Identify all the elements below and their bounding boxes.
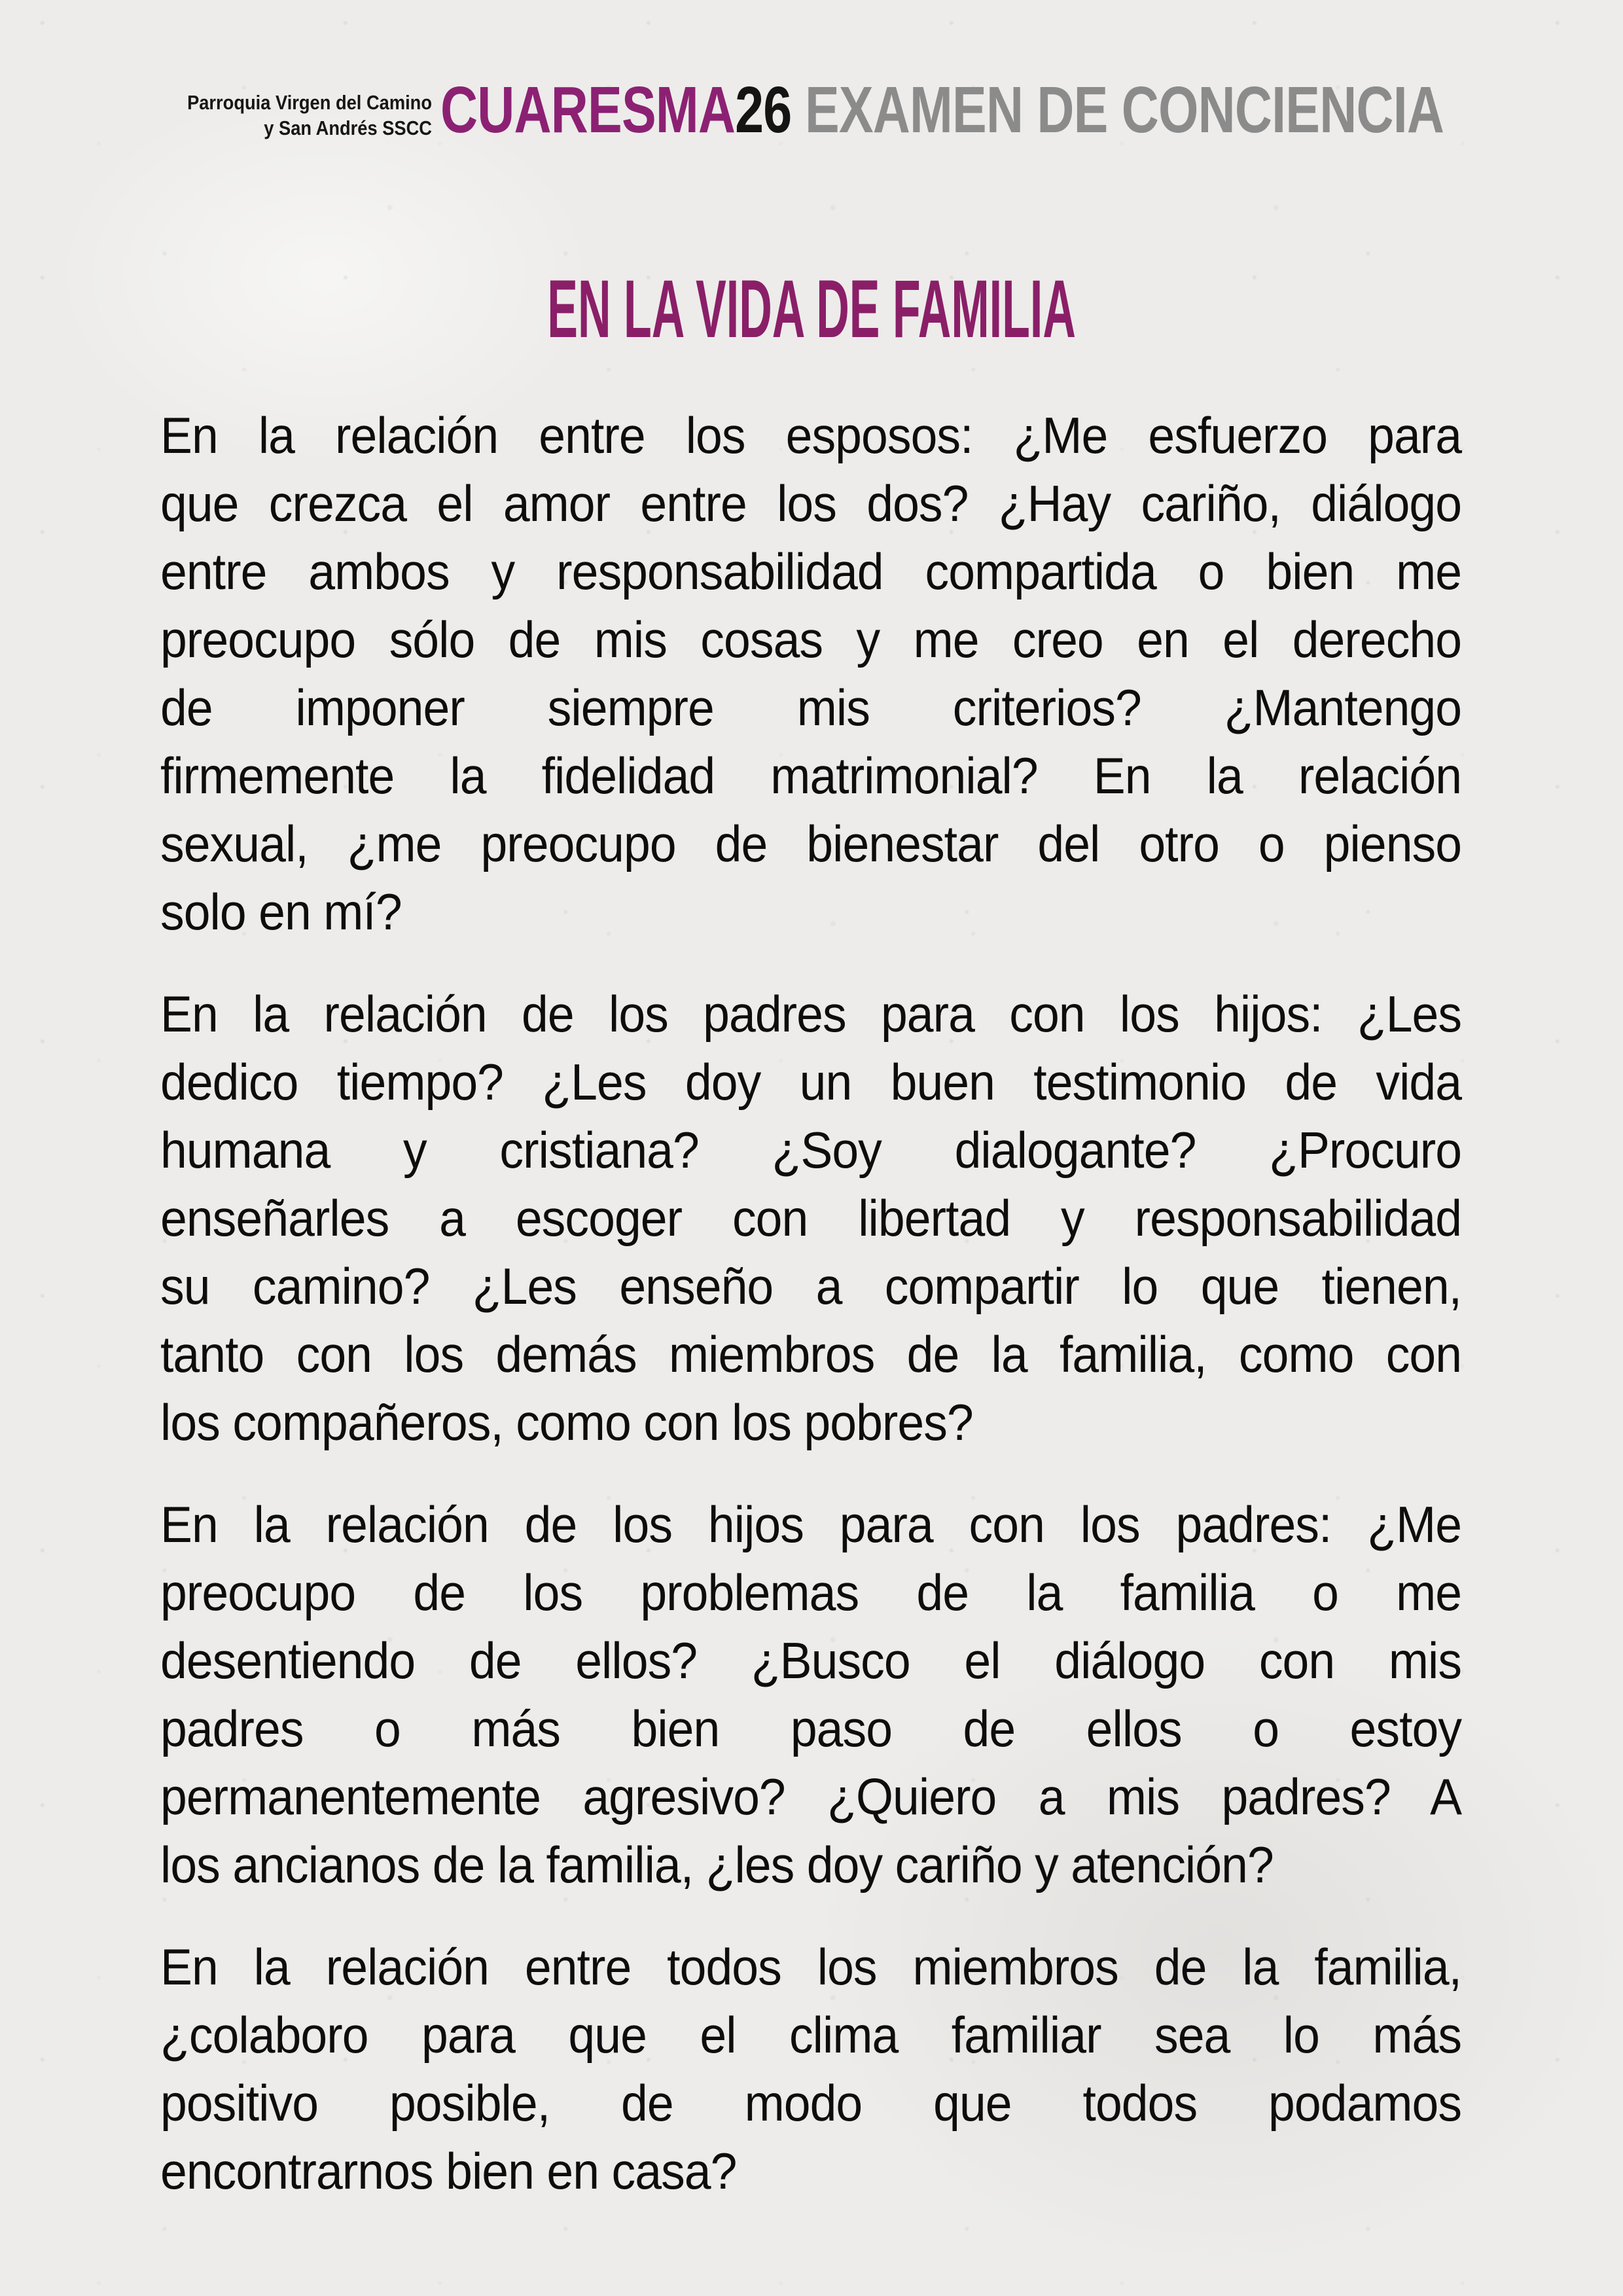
text-line: su camino? ¿Les enseño a compartir lo que tienen, — [160, 1257, 1462, 1315]
text-line: dedico tiempo? ¿Les doy un buen testimonio de vida — [160, 1053, 1462, 1111]
document-subtitle: EXAMEN DE CONCIENCIA — [804, 73, 1444, 147]
page-title — [0, 264, 1623, 355]
wordmark-text: CUARESMA — [440, 73, 736, 147]
text-line: entre ambos y responsabilidad compartida o bien me — [160, 543, 1462, 600]
wordmark-number: 26 — [735, 73, 792, 147]
page-title-text: EN LA VIDA DE FAMILIA — [547, 264, 1076, 355]
text-line: los ancianos de la familia, ¿les doy cariño y atención? — [160, 1836, 1274, 1893]
text-line: permanentemente agresivo? ¿Quiero a mis padres? A — [160, 1768, 1462, 1825]
text-line: solo en mí? — [160, 883, 402, 941]
masthead — [440, 73, 1444, 147]
text-line: humana y cristiana? ¿Soy dialogante? ¿Procuro — [160, 1121, 1462, 1179]
text-line: positivo posible, de modo que todos podamos — [160, 2074, 1462, 2132]
text-line: encontrarnos bien en casa? — [160, 2142, 737, 2200]
text-line: que crezca el amor entre los dos? ¿Hay cariño, diálogo — [160, 475, 1462, 532]
text-line: firmemente la fidelidad matrimonial? En la relación — [160, 747, 1462, 804]
parish-name-line2: y San Andrés SSCC — [264, 117, 432, 139]
text-line: los compañeros, como con los pobres? — [160, 1393, 973, 1451]
text-line: En la relación entre todos los miembros de la familia, — [160, 1938, 1462, 1996]
paragraph-spouses — [160, 401, 1461, 946]
text-line: preocupo de los problemas de la familia o me — [160, 1564, 1462, 1621]
text-line: enseñarles a escoger con libertad y responsabilidad — [160, 1189, 1462, 1247]
paragraph-children-to-parents — [160, 1490, 1461, 1899]
text-line: tanto con los demás miembros de la familia, como con — [160, 1325, 1462, 1383]
text-line: ¿colaboro para que el clima familiar sea lo más — [160, 2006, 1462, 2064]
text-line: desentiendo de ellos? ¿Busco el diálogo con mis — [160, 1632, 1462, 1689]
text-line: preocupo sólo de mis cosas y me creo en el derecho — [160, 611, 1462, 668]
paragraph-parents-to-children — [160, 980, 1461, 1456]
text-line: En la relación de los padres para con los hijos: ¿Les — [160, 985, 1462, 1043]
text-line: de imponer siempre mis criterios? ¿Mantengo — [160, 679, 1462, 736]
text-line: En la relación entre los esposos: ¿Me esfuerzo para — [160, 406, 1462, 464]
text-line: sexual, ¿me preocupo de bienestar del otro o pienso — [160, 815, 1462, 872]
parish-name — [52, 90, 432, 141]
text-line: En la relación de los hijos para con los padres: ¿Me — [160, 1496, 1462, 1553]
paragraph-whole-family — [160, 1933, 1461, 2205]
campaign-wordmark — [440, 73, 791, 147]
parish-name-line1: Parroquia Virgen del Camino — [187, 91, 432, 114]
text-line: padres o más bien paso de ellos o estoy — [160, 1700, 1462, 1757]
body-text — [160, 401, 1461, 2239]
